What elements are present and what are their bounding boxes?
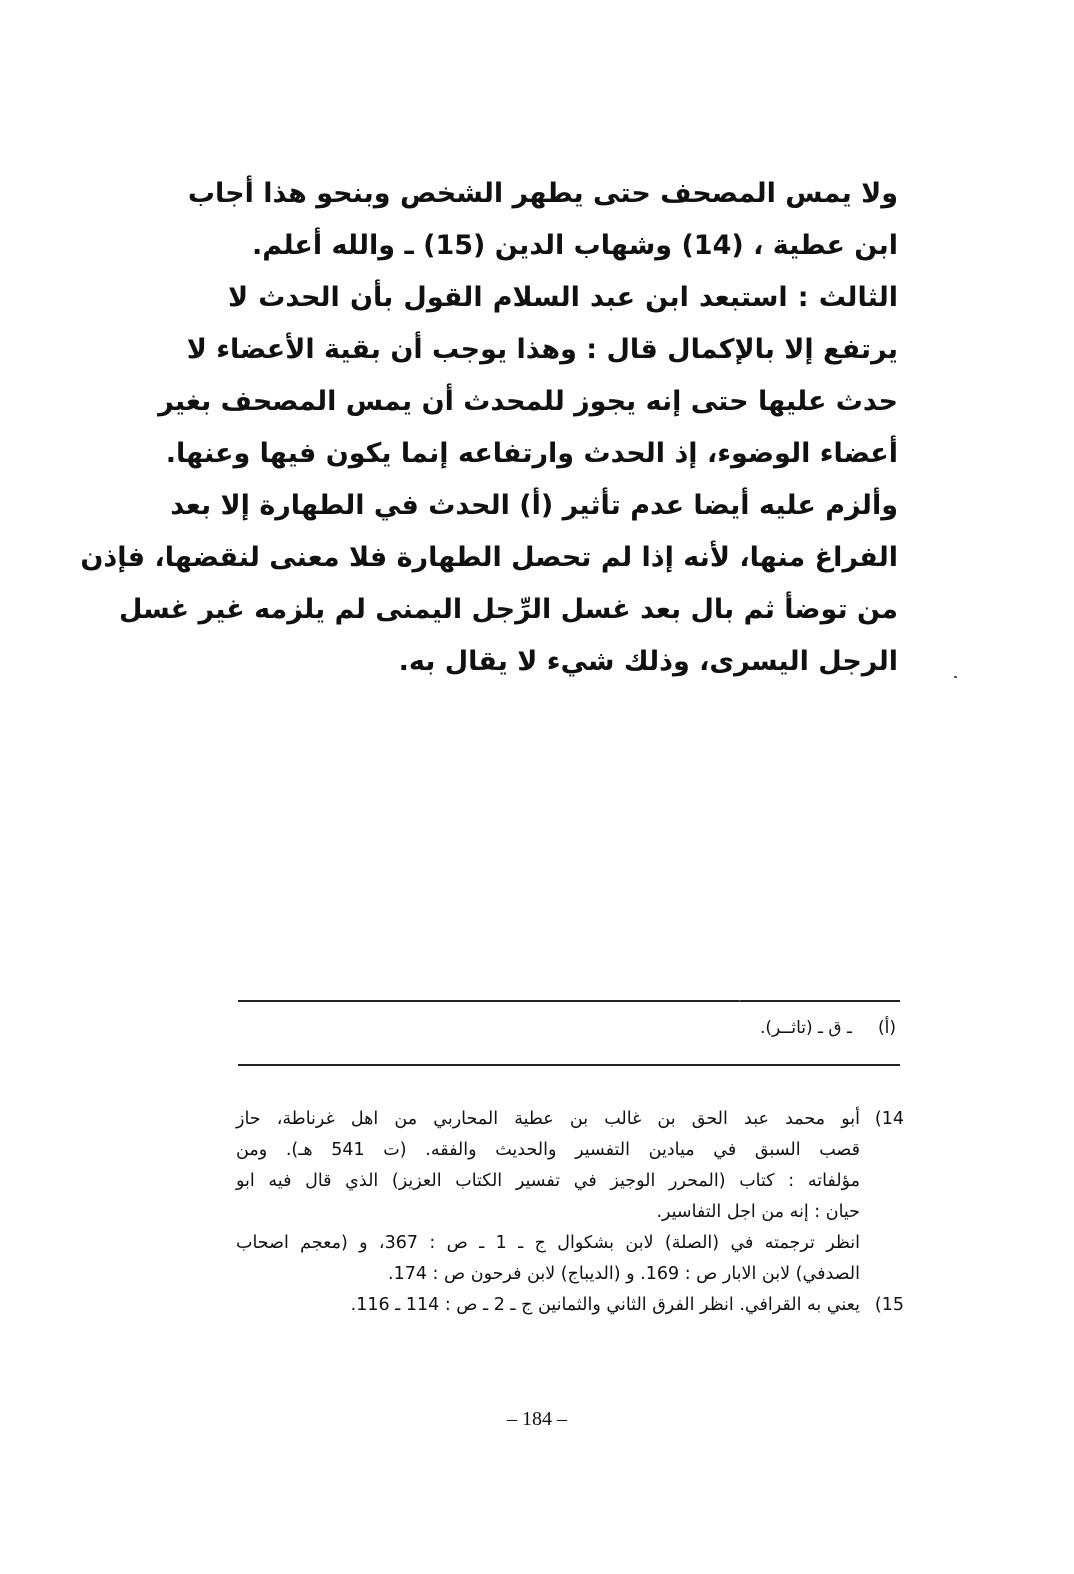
main-text-line: من توضأ ثم بال بعد غسل الرِّجل اليمنى لم يلزمه غير غسل xyxy=(119,594,898,625)
main-text-line: ابن عطية ، (14) وشهاب الدين (15) ـ والله أعلم. xyxy=(251,230,898,261)
footnotes-block xyxy=(236,1104,904,1321)
main-text-line: يرتفع إلا بالإكمال قال : وهذا يوجب أن بقية الأعضاء لا xyxy=(186,334,898,365)
footnote-number: 14) xyxy=(874,1109,904,1129)
footnote-14-line: انظر ترجمته في (الصلة) لابن بشكوال ج ـ 1 ـ ص : 367، و (معجم اصحاب xyxy=(236,1233,861,1253)
page-number: – 184 – xyxy=(507,1408,567,1430)
footnote-14-line xyxy=(236,1104,904,1135)
footnote-separator-top xyxy=(238,1000,900,1002)
main-text-line: ولا يمس المصحف حتى يطهر الشخص وبنحو هذا أجاب xyxy=(187,178,898,209)
footnote-text: يعني به القرافي. انظر الفرق الثاني والثمانين ج ـ 2 ـ ص : 114 ـ 116. xyxy=(350,1295,860,1315)
footnote-number: 15) xyxy=(874,1295,904,1315)
footnote-14-line: الصدفي) لابن الابار ص : 169. و (الديباج) لابن فرحون ص : 174. xyxy=(388,1264,860,1284)
main-text-line: وألزم عليه أيضا عدم تأثير (أ) الحدث في الطهارة إلا بعد xyxy=(170,490,898,521)
footnote-text: أبو محمد عبد الحق بن غالب بن عطية المحاربي من اهل غرناطة، حاز xyxy=(236,1109,860,1129)
main-text-block xyxy=(80,168,898,688)
variant-note xyxy=(760,1018,896,1038)
footnote-14-line: قصب السبق في ميادين التفسير والحديث والفقه. (ت 541 هـ). ومن xyxy=(236,1140,860,1160)
main-text-line: الثالث : استبعد ابن عبد السلام القول بأن الحدث لا xyxy=(228,282,898,313)
footnote-separator-bottom xyxy=(238,1064,900,1066)
main-text-line: أعضاء الوضوء، إذ الحدث وارتفاعه إنما يكون فيها وعنها. xyxy=(165,438,898,469)
main-text-line: الرجل اليسرى، وذلك شيء لا يقال به. xyxy=(398,646,898,677)
main-text-line: حدث عليها حتى إنه يجوز للمحدث أن يمس المصحف بغير xyxy=(158,386,898,417)
variant-note-marker: (أ) xyxy=(878,1018,896,1038)
variant-note-text: ـ ق ـ (تاثــر). xyxy=(759,1018,852,1038)
footnote-14-line: حيان : إنه من اجل التفاسير. xyxy=(656,1202,860,1222)
footnote-14-line: مؤلفاته : كتاب (المحرر الوجيز في تفسير الكتاب العزيز) الذي قال فيه ابو xyxy=(236,1171,860,1191)
scan-speck xyxy=(954,676,957,678)
main-text-line: الفراغ منها، لأنه إذا لم تحصل الطهارة فلا معنى لنقضها، فإذن xyxy=(80,542,898,573)
footnote-15-line xyxy=(236,1290,904,1321)
scan-speck xyxy=(738,1000,741,1002)
